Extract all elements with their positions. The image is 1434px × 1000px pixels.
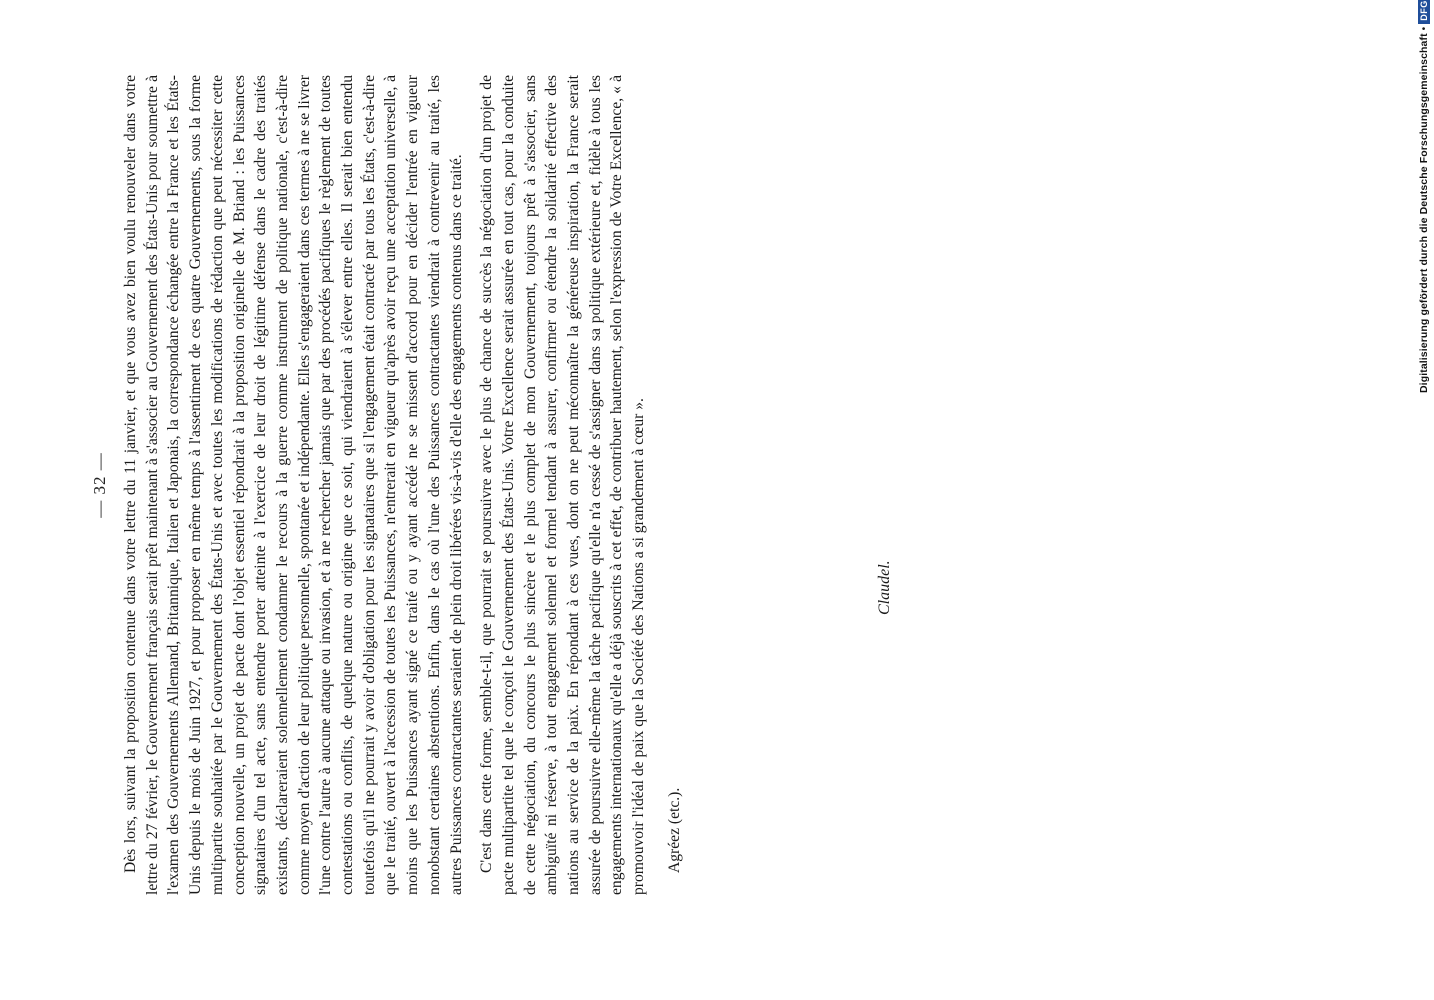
dfg-logo-icon: DFG: [1418, 0, 1430, 24]
dfg-watermark: [1413, 0, 1434, 393]
paragraph-1: Dès lors, suivant la proposition contenue dans votre lettre du 11 janvier, et que vous avez bien voulu renouveler dans votre lettre du 27 février, le Gouvernement français serait prêt maintenant à s'associer au Gouvernement des États-Unis pour soumettre à l'examen des Gouvernements Allemand, Britannique, Italien et Japonais, la correspondance échangée entre la France et les États-Unis depuis le mois de Juin 1927, et pour proposer en même temps à l'assentiment de ces quatre Gouvernements, sous la forme multipartite souhaitée par le Gouvernement des États-Unis et avec toutes les modifications de rédaction que peut nécessiter cette conception nouvelle, un projet de pacte dont l'objet essentiel répondrait à la proposition originelle de M. Briand : les Puissances signataires d'un tel acte, sans entendre porter atteinte à l'exercice de leur droit de légitime défense dans le cadre des traités existants, déclareraient solennellement condamner le recours à la guerre comme instrument de politique nationale, c'est-à-dire comme moyen d'action de leur politique personnelle, spontanée et indépendante. Elles s'engageraient dans ces termes à ne se livrer l'une contre l'autre à aucune attaque ou invasion, et à ne rechercher jamais que par des procédés pacifiques le règlement de toutes contestations ou conflits, de quelque nature ou origine que ce soit, qui viendraient à s'élever entre elles. Il serait bien entendu toutefois qu'il ne pourrait y avoir d'obligation pour les signataires que si l'engagement était contracté par tous les États, c'est-à-dire que le traité, ouvert à l'accession de toutes les Puissances, n'entrerait en vigueur qu'après avoir reçu une acceptation universelle, à moins que les Puissances ayant signé ce traité ou y ayant accédé ne se missent d'accord pour en décider l'entrée en vigueur nonobstant certaines abstentions. Enfin, dans le cas où l'une des Puissances contractantes viendrait à contrevenir au traité, les autres Puissances contractantes seraient de plein droit libérées vis-à-vis d'elle des engagements contenus dans ce traité.: [122, 75, 465, 895]
signature: Claudel.: [876, 560, 893, 615]
paragraph-2: C'est dans cette forme, semble-t-il, que pourrait se poursuivre avec le plus de chance de succès la négociation d'un projet de pacte multipartite tel que le conçoit le Gouvernement des États-Unis. Votre Excellence serait assurée en tout cas, pour la conduite de cette négociation, du concours le plus sincère et le plus complet de mon Gouvernement, toujours prêt à s'associer, sans ambiguïté ni réserve, à tout engagement solennel et formel tendant à assurer, confirmer ou étendre la solidarité effective des nations au service de la paix. En répondant à ces vues, dont on ne peut méconnaître la généreuse inspiration, la France serait assurée de poursuivre elle-même la tâche pacifique qu'elle n'a cessé de s'assigner dans sa politique extérieure et, fidèle à tous les engagements internationaux qu'elle a déjà souscrits à cet effet, de contribuer hautement, selon l'expression de Votre Excellence, « à promouvoir l'idéal de paix que la Société des Nations a si grandement à cœur ».: [478, 75, 648, 895]
rotated-text-block: [90, 0, 920, 935]
watermark-text: Digitalisierung gefördert durch die Deutsche Forschungsgemeinschaft: [1418, 33, 1430, 393]
letter-body: [120, 75, 686, 895]
page-number: — 32 —: [90, 452, 109, 518]
closing-formula: Agréez (etc.).: [665, 787, 683, 873]
watermark-separator: •: [1418, 26, 1430, 31]
